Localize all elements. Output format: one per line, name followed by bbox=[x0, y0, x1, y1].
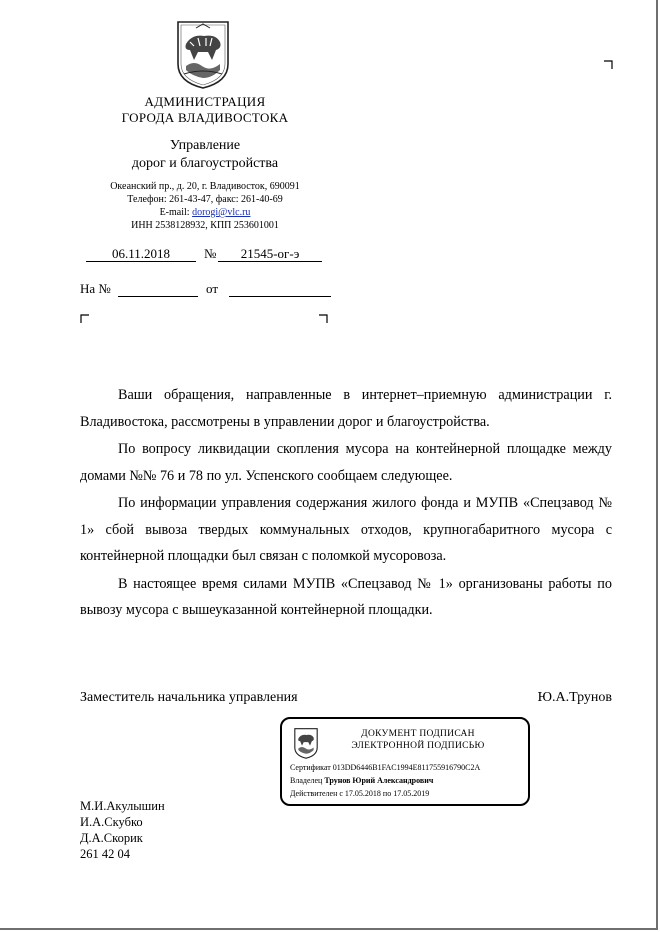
number-sign: № bbox=[204, 246, 217, 261]
reference-line bbox=[80, 281, 340, 299]
executors-block bbox=[80, 798, 165, 862]
paragraph-1: Ваши обращения, направленные в интернет–приемную администрации г. Владивостока, рассмотрены в управлении дорог и благоустройства. bbox=[80, 387, 612, 430]
address-line: Океанский пр., д. 20, г. Владивосток, 690091 bbox=[110, 181, 300, 192]
org-line-2: ГОРОДА ВЛАДИВОСТОКА bbox=[121, 110, 289, 125]
executor-1: М.И.Акулышин bbox=[80, 799, 165, 813]
ot-label: от bbox=[206, 281, 219, 296]
executor-2: И.А.Скубко bbox=[80, 815, 143, 829]
stamp-title bbox=[322, 728, 514, 752]
phone-line: Телефон: 261-43-47, факс: 261-40-69 bbox=[127, 194, 283, 205]
electronic-signature-stamp bbox=[280, 717, 530, 806]
stamp-certificate: Сертификат 013DD6446B1FAC1994E811755916790C2A bbox=[290, 763, 481, 772]
stamp-owner: Трунов Юрий Александрович bbox=[324, 776, 434, 785]
paragraph-4: В настоящее время силами МУПВ «Спецзавод № 1» организованы работы по вывозу мусора с вышеуказанной контейнерной площадки. bbox=[80, 575, 612, 618]
executor-phone: 261 42 04 bbox=[80, 847, 130, 861]
paragraph-3: По информации управления содержания жилого фонда и МУПВ «Спецзавод № 1» сбой вывоза твердых коммунальных отходов, крупногабаритного мусора с контейнерной площадки был связан с поломкой мусоровоза. bbox=[80, 495, 612, 564]
department-name bbox=[80, 137, 330, 173]
executor-3: Д.А.Скорик bbox=[80, 831, 143, 845]
email-link[interactable]: dorogi@vlc.ru bbox=[192, 207, 251, 218]
stamp-title-line-1: ДОКУМЕНТ ПОДПИСАН bbox=[361, 729, 475, 739]
paragraph-2: По вопросу ликвидации скопления мусора на контейнерной площадке между домами №№ 76 и 78 по ул. Успенского сообщаем следующее. bbox=[80, 441, 612, 484]
letter-body bbox=[80, 382, 612, 625]
na-number-blank bbox=[118, 296, 198, 297]
dept-line-2: дорог и благоустройства bbox=[131, 156, 279, 171]
stamp-owner-line bbox=[290, 776, 433, 785]
stamp-emblem-icon bbox=[292, 726, 320, 760]
org-line-1: АДМИНИСТРАЦИЯ bbox=[144, 94, 266, 109]
signer-name: Ю.А.Трунов bbox=[537, 690, 612, 705]
dept-line-1: Управление bbox=[169, 138, 241, 153]
registration-date: 06.11.2018 bbox=[86, 246, 196, 262]
contact-block bbox=[80, 180, 330, 232]
stamp-validity: Действителен с 17.05.2018 по 17.05.2019 bbox=[290, 789, 430, 798]
email-line bbox=[80, 206, 330, 219]
na-label: На № bbox=[80, 281, 111, 296]
email-label: E-mail: bbox=[159, 207, 193, 218]
stamp-owner-label: Владелец bbox=[290, 776, 325, 785]
corner-mark-right bbox=[319, 314, 328, 323]
corner-mark-top-right bbox=[604, 60, 613, 69]
organization-name bbox=[80, 94, 330, 126]
inn-line: ИНН 2538128932, КПП 253601001 bbox=[131, 220, 279, 231]
stamp-title-line-2: ЭЛЕКТРОННОЙ ПОДПИСЬЮ bbox=[351, 741, 485, 751]
signer-position: Заместитель начальника управления bbox=[80, 690, 298, 705]
registration-number: 21545-ог-э bbox=[218, 246, 322, 262]
coat-of-arms-emblem bbox=[172, 16, 234, 92]
ot-date-blank bbox=[229, 296, 331, 297]
corner-mark-left bbox=[80, 314, 89, 323]
registration-line bbox=[86, 246, 326, 264]
